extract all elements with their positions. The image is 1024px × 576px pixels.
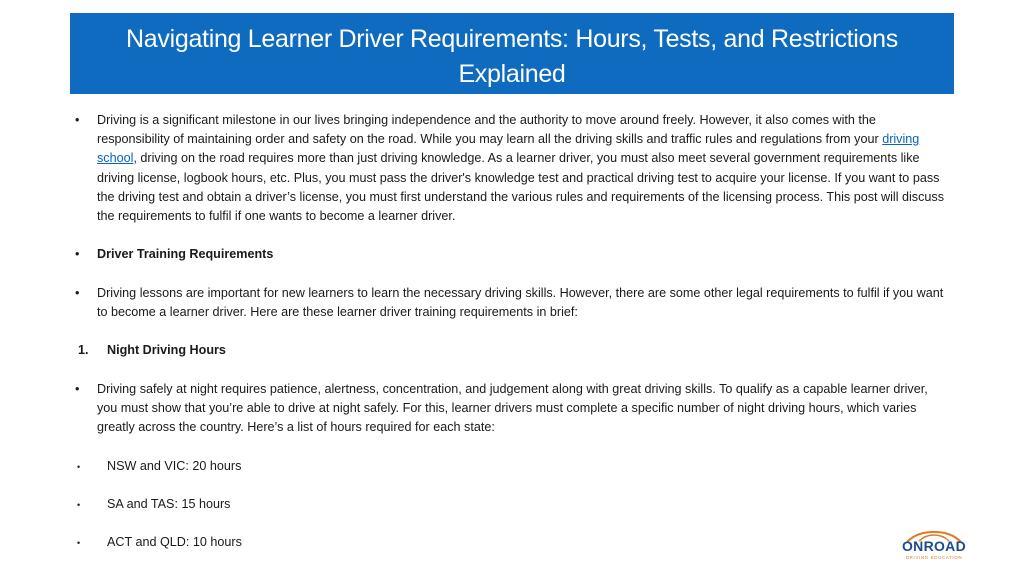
- list-number: 1.: [78, 343, 89, 358]
- bullet-glyph: •: [75, 381, 80, 396]
- title-bar: [70, 13, 954, 94]
- night-driving-paragraph: Driving safely at night requires patience, alertness, concentration, and judgement along with great driving skills. To qualify as a capable learner driver, you must show that you’re able to drive at night safely. For this, learner drivers must complete a specific number of night driving hours, which varies greatly across the country. Here’s a list of hours required for each state:: [97, 381, 928, 435]
- slide-content: [75, 111, 945, 553]
- night-driving-heading: Night Driving Hours: [107, 343, 226, 358]
- state-hours-text: SA and TAS: 15 hours: [107, 496, 231, 511]
- bullet-glyph: •: [75, 285, 80, 300]
- bullet-glyph: •: [75, 247, 80, 262]
- driving-school-link[interactable]: driving school: [97, 132, 920, 166]
- intro-paragraph: Driving is a significant milestone in our lives bringing independence and the authority to move around freely. However, it also comes with the responsibility of maintaining order and safety on the road. While you may learn all the driving skills and traffic rules and regulations from your driving school, driving on the road requires more than just driving knowledge. As a learner driver, you must also meet several government requirements like driving license, logbook hours, etc. Plus, you must pass the driver's knowledge test and practical driving test to acquire your license. If you want to pass the driving test and obtain a driver’s license, you must first understand the various rules and requirements of the licensing process. This post will discuss the requirements to fulfil if one wants to become a learner driver.: [97, 113, 945, 224]
- bullet-glyph: •: [77, 538, 81, 549]
- onroad-logo: [897, 531, 971, 563]
- training-heading: Driver Training Requirements: [97, 247, 274, 262]
- intro-bullet: [75, 111, 945, 226]
- logo-name: ONROAD: [901, 538, 967, 554]
- night-driving-bullet: [75, 380, 945, 438]
- logo-tagline: DRIVING EDUCATION: [905, 555, 963, 560]
- bullet-glyph: •: [75, 113, 80, 127]
- state-hours-text: ACT and QLD: 10 hours: [107, 535, 242, 550]
- numbered-heading: [75, 341, 945, 360]
- list-item: [75, 533, 945, 552]
- lessons-bullet: [75, 284, 945, 322]
- list-item: [75, 457, 945, 476]
- bullet-glyph: •: [77, 499, 81, 510]
- page-title: Navigating Learner Driver Requirements: Hours, Tests, and Restrictions Explained: [126, 25, 898, 88]
- state-hours-text: NSW and VIC: 20 hours: [107, 458, 242, 473]
- training-heading-bullet: [75, 245, 945, 264]
- list-item: [75, 495, 945, 514]
- bullet-glyph: •: [77, 461, 81, 472]
- lessons-paragraph: Driving lessons are important for new learners to learn the necessary driving skills. However, there are some other legal requirements to fulfil if you want to become a learner driver. Here are these learner driver training requirements in brief:: [97, 285, 944, 319]
